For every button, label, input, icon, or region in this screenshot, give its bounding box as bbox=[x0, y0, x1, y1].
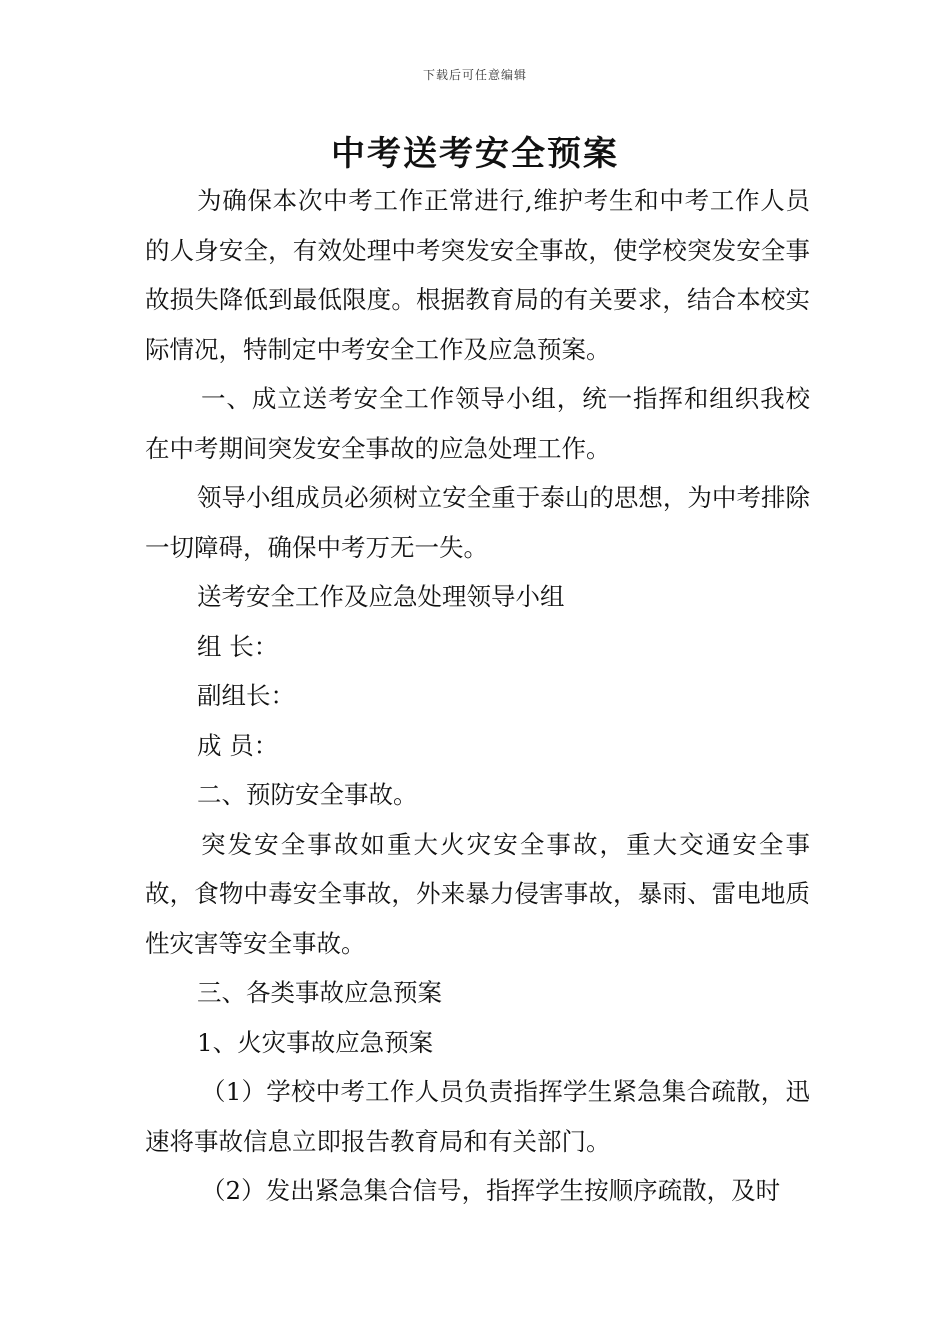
header-note: 下载后可任意编辑 bbox=[422, 68, 527, 82]
incident-types-paragraph: 突发安全事故如重大火灾安全事故，重大交通安全事故，食物中毒安全事故，外来暴力侵害事故，暴雨、雷电地质性灾害等安全事故。 bbox=[145, 829, 810, 958]
section-one-heading: 一、成立送考安全工作领导小组，统一指挥和组织我校在中考期间突发安全事故的应急处理工作。 bbox=[145, 384, 810, 463]
section-two-heading: 二、预防安全事故。 bbox=[197, 780, 418, 809]
fire-plan-step-1: （1）学校中考工作人员负责指挥学生紧急集合疏散，迅速将事故信息立即报告教育局和有关部门。 bbox=[145, 1077, 810, 1156]
group-leader-line: 组 长： bbox=[197, 631, 279, 661]
deputy-leader-line: 副组长： bbox=[197, 681, 295, 710]
section-three-heading: 三、各类事故应急预案 bbox=[197, 978, 442, 1007]
fire-plan-heading: 1、火灾事故应急预案 bbox=[197, 1027, 434, 1057]
members-line: 成 员： bbox=[197, 730, 279, 760]
group-title: 送考安全工作及应急处理领导小组 bbox=[197, 582, 565, 611]
leadership-paragraph: 领导小组成员必须树立安全重于泰山的思想，为中考排除一切障碍，确保中考万无一失。 bbox=[145, 483, 810, 562]
document-title: 中考送考安全预案 bbox=[331, 134, 619, 174]
fire-plan-step-2: （2）发出紧急集合信号，指挥学生按顺序疏散，及时 bbox=[201, 1176, 781, 1205]
document-body bbox=[145, 176, 810, 1216]
intro-paragraph: 为确保本次中考工作正常进行,维护考生和中考工作人员的人身安全，有效处理中考突发安全事故，使学校突发安全事故损失降低到最低限度。根据教育局的有关要求，结合本校实际情况，特制定中考安全工作及应急预案。 bbox=[145, 186, 810, 364]
